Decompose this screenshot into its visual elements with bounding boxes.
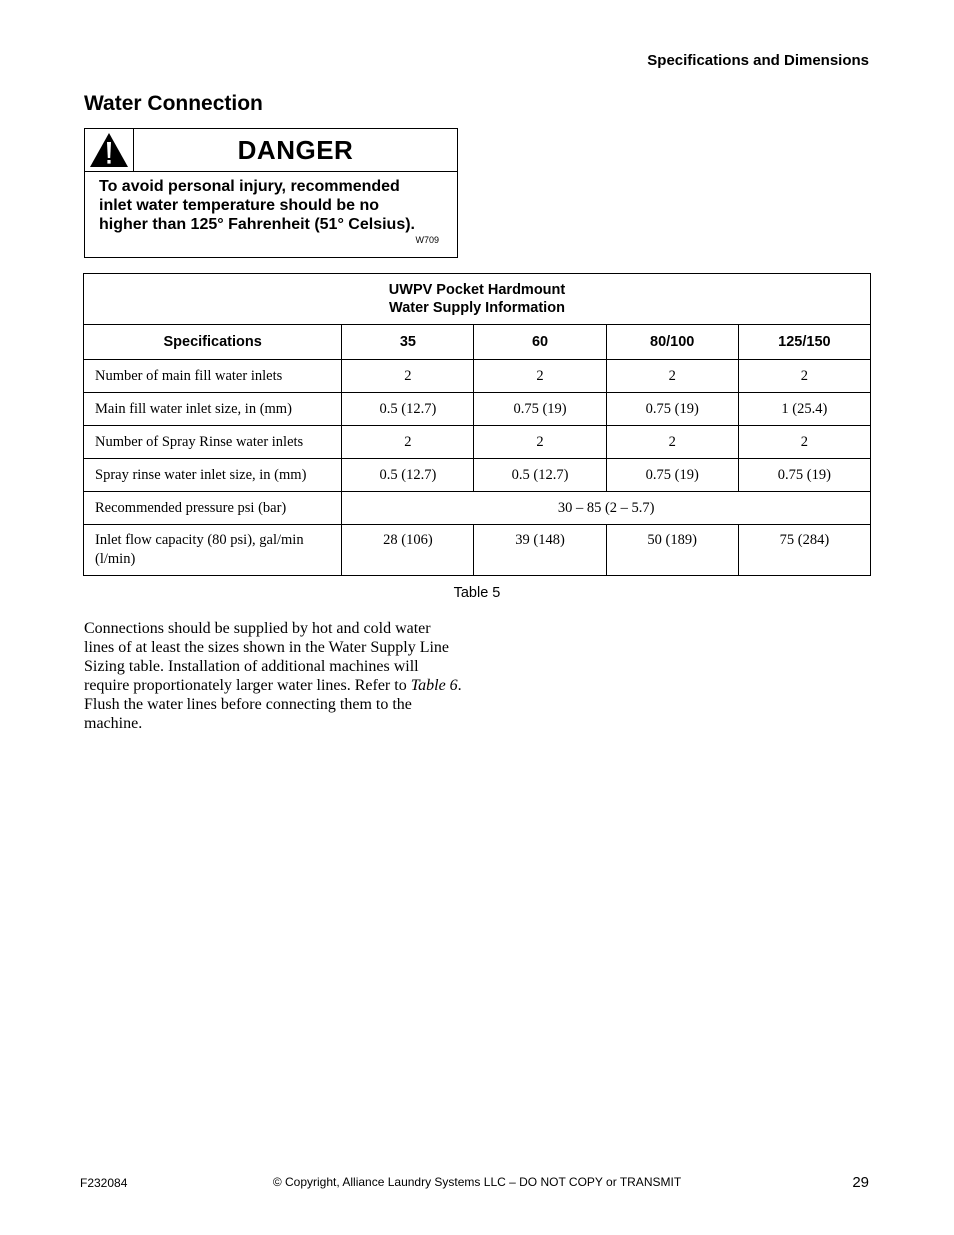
table-caption: Table 5 — [453, 585, 501, 601]
table-row — [84, 393, 871, 426]
danger-line: inlet water temperature should be no — [99, 197, 380, 214]
running-header: Specifications and Dimensions — [647, 52, 869, 69]
danger-line: higher than 125° Fahrenheit (51° Celsius). — [99, 216, 415, 233]
body-paragraph — [84, 619, 464, 733]
danger-message — [99, 177, 449, 234]
table-row — [84, 459, 871, 492]
table-cell: 0.75 (19) — [474, 393, 606, 426]
water-supply-table — [83, 273, 871, 576]
footer-doc-number: F232084 — [80, 1176, 128, 1190]
table-title-line: UWPV Pocket Hardmount — [388, 282, 566, 298]
table-cell: 2 — [738, 360, 870, 393]
table-cell: 1 (25.4) — [738, 393, 870, 426]
column-header: 80/100 — [606, 325, 738, 360]
danger-signal-word: DANGER — [237, 134, 354, 165]
table-cell: 2 — [342, 360, 474, 393]
danger-icon-cell — [85, 129, 134, 171]
table-cell: 2 — [606, 426, 738, 459]
table-reference-link: Table 6 — [410, 677, 458, 694]
table-cell: 50 (189) — [606, 525, 738, 576]
table-row — [84, 360, 871, 393]
table-row — [84, 525, 871, 576]
table-row — [84, 492, 871, 525]
table-cell: 2 — [738, 426, 870, 459]
table-cell: 0.75 (19) — [738, 459, 870, 492]
table-cell: 0.75 (19) — [606, 393, 738, 426]
table-row — [84, 426, 871, 459]
table-cell: 39 (148) — [474, 525, 606, 576]
row-label: Spray rinse water inlet size, in (mm) — [84, 459, 342, 492]
body-text: . Flush the water lines before connecting them to the machine. — [84, 677, 462, 732]
table-title-line: Water Supply Information — [389, 300, 565, 316]
warning-triangle-icon — [89, 132, 129, 168]
table-cell: 2 — [342, 426, 474, 459]
table-cell: 75 (284) — [738, 525, 870, 576]
row-label: Number of Spray Rinse water inlets — [84, 426, 342, 459]
column-header: 35 — [342, 325, 474, 360]
footer-copyright: © Copyright, Alliance Laundry Systems LLC – DO NOT COPY or TRANSMIT — [272, 1175, 682, 1189]
table-cell: 2 — [474, 426, 606, 459]
table-cell: 0.75 (19) — [606, 459, 738, 492]
column-header: 125/150 — [738, 325, 870, 360]
danger-line: To avoid personal injury, recommended — [99, 178, 400, 195]
table-cell: 0.5 (12.7) — [474, 459, 606, 492]
column-header: 60 — [474, 325, 606, 360]
body-text: Connections should be supplied by hot and cold water lines of at least the sizes shown in the Water Supply Line Sizing table. Installation of additional machines will require proportionately larger water lines. Refer to — [84, 620, 450, 694]
table-cell: 0.5 (12.7) — [342, 393, 474, 426]
table-header-row — [84, 325, 871, 360]
table-cell: 2 — [474, 360, 606, 393]
table-cell: 2 — [606, 360, 738, 393]
danger-safety-box — [84, 128, 458, 258]
section-title: Water Connection — [84, 92, 263, 115]
row-label: Inlet flow capacity (80 psi), gal/min (l/min) — [84, 525, 342, 576]
table-title-row — [84, 274, 871, 325]
table-cell: 28 (106) — [342, 525, 474, 576]
row-label: Number of main fill water inlets — [84, 360, 342, 393]
row-label: Main fill water inlet size, in (mm) — [84, 393, 342, 426]
column-header: Specifications — [84, 325, 342, 360]
danger-header — [85, 129, 457, 172]
merged-table-cell: 30 – 85 (2 – 5.7) — [342, 492, 871, 525]
table-title — [84, 274, 871, 325]
page-number: 29 — [852, 1174, 869, 1191]
danger-code: W709 — [415, 235, 439, 245]
row-label: Recommended pressure psi (bar) — [84, 492, 342, 525]
table-cell: 0.5 (12.7) — [342, 459, 474, 492]
